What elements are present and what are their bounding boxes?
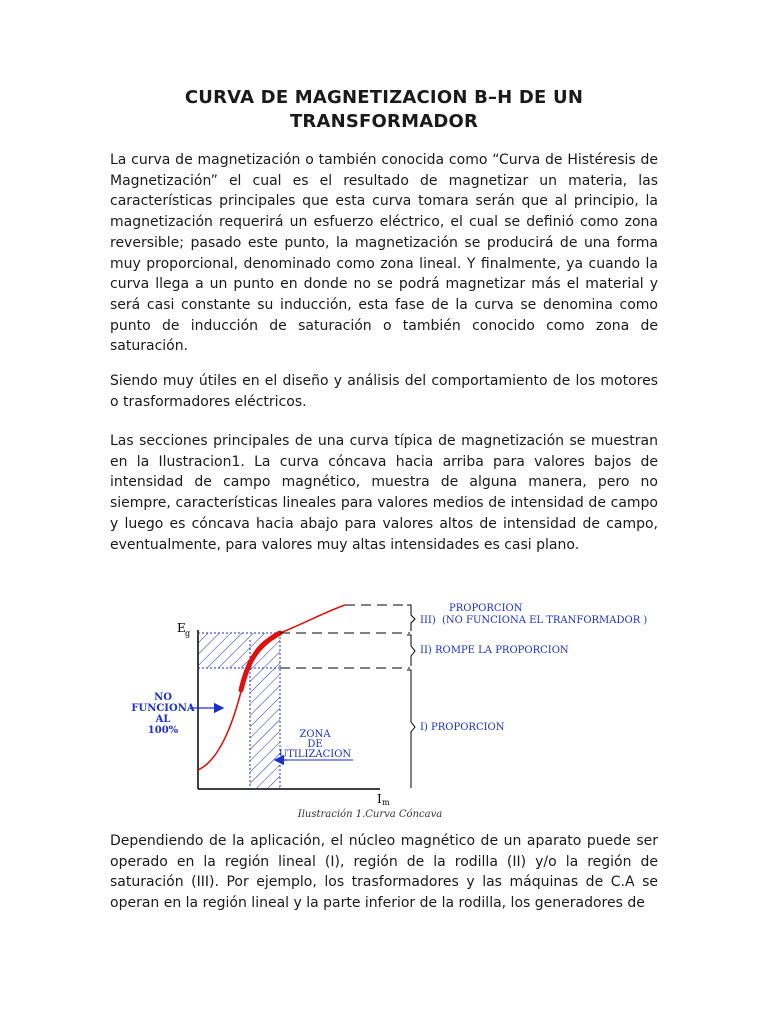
y-axis-label: E <box>177 621 186 635</box>
zona-line-3: UTILIZACION <box>278 749 352 760</box>
no-funciona-line-2: FUNCIONA <box>131 703 195 714</box>
region-iii-text-2: (NO FUNCIONA EL TRANFORMADOR ) <box>442 615 648 626</box>
zona-line-1: ZONA <box>299 729 331 740</box>
region-iii-text-1: PROPORCION <box>449 603 523 614</box>
bracket-i <box>407 670 415 788</box>
x-axis-label: I <box>377 792 382 806</box>
magnetization-curve-figure <box>115 590 655 830</box>
bracket-ii <box>407 635 415 666</box>
paragraph-usefulness: Siendo muy útiles en el diseño y análisis del comportamiento de los motores o trasformadores eléctricos. <box>110 373 658 410</box>
zona-line-2: DE <box>307 739 323 750</box>
no-funciona-line-4: 100% <box>147 725 179 736</box>
x-axis-subscript: m <box>382 798 390 807</box>
hatch-area-utilization <box>250 668 280 788</box>
paragraph-intro: La curva de magnetización o también conocida como “Curva de Histéresis de Magnetización” el cual es el resultado de magnetizar un materia, las características principales que esta curva tomara serán que al principio, la magnetización requerirá un esfuerzo eléctrico, el cual se definió como zona reversible; pasado este punto, la magnetización se producirá de una forma muy proporcional, denominado como zona lineal. Y finalmente, ya cuando la curva llega a un punto en donde no se podrá magnetizar más el material y será casi constante su inducción, esta fase de la curva se denomina como punto de inducción de saturación o también conocido como zona de saturación. <box>110 152 658 355</box>
no-funciona-line-1: NO <box>154 692 172 703</box>
paragraph-sections: Las secciones principales de una curva típica de magnetización se muestran en la Ilustracion1. La curva cóncava hacia arriba para valores bajos de intensidad de campo magnético, muestra de alguna manera, pero no siempre, características lineales para valores medios de intensidad de campo y luego es cóncava hacia abajo para valores altos de intensidad de campo, eventualmente, para valores muy altas intensidades es casi plano. <box>110 433 658 553</box>
region-ii-label: II) ROMPE LA PROPORCION <box>420 645 569 656</box>
region-i-label: I) PROPORCION <box>420 722 505 733</box>
bracket-iii <box>407 605 415 631</box>
y-axis-subscript: g <box>185 629 191 638</box>
document-title: CURVA DE MAGNETIZACION B–H DE UN TRANSFORMADOR <box>184 87 584 132</box>
figure-caption: Ilustración 1.Curva Cóncava <box>297 809 443 820</box>
region-iii-label: III) <box>420 615 436 626</box>
no-funciona-line-3: AL <box>155 714 171 725</box>
paragraph-application: Dependiendo de la aplicación, el núcleo magnético de un aparato puede ser operado en la región lineal (I), región de la rodilla (II) y/o la región de saturación (III). Por ejemplo, los trasformadores y las máquinas de C.A se operan en la región lineal y la parte inferior de la rodilla, los generadores de <box>110 833 658 912</box>
magnetization-curve-svg <box>115 590 655 830</box>
